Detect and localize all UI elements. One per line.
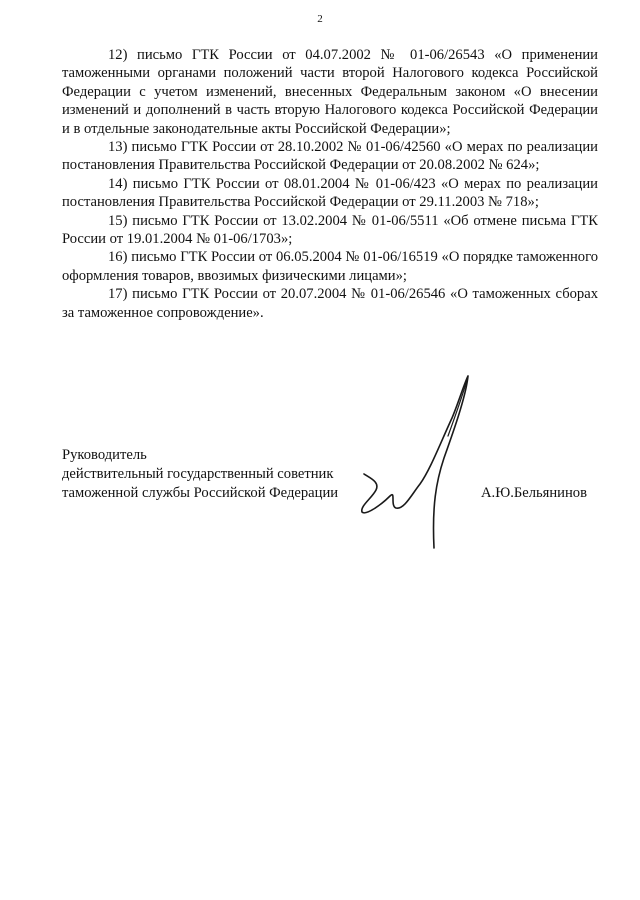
list-item: 17) письмо ГТК России от 20.07.2004 № 01-06/26546 «О таможенных сборах за таможенное сопровождение». <box>62 286 598 321</box>
signatory-rank-line: действительный государственный советник <box>62 466 334 482</box>
signatory-name: А.Ю.Бельянинов <box>481 485 587 501</box>
list-item: 15) письмо ГТК России от 13.02.2004 № 01-06/5511 «Об отмене письма ГТК России от 19.01.2004 № 01-06/1703»; <box>62 212 598 248</box>
signatory-title-line: Руководитель <box>62 447 147 463</box>
list-item: 13) письмо ГТК России от 28.10.2002 № 01-06/42560 «О мерах по реализации постановления Правительства Российской Федерации от 20.08.2002 № 624»; <box>62 139 598 174</box>
list-item: 14) письмо ГТК России от 08.01.2004 № 01-06/423 «О мерах по реализации постановления Правительства Российской Федерации от 29.11.2003 № 718»; <box>62 175 598 211</box>
handwritten-signature <box>340 366 490 556</box>
letters-list <box>62 46 598 322</box>
list-item: 12) письмо ГТК России от 04.07.2002 № 01-06/26543 «О применении таможенными органами положений части второй Налогового кодекса Российской Федерации с учетом изменений, внесенных Федеральным законом «О внесении изменений и дополнений в часть вторую Налогового кодекса Российской Федерации и в отдельные законодательные акты Российской Федерации»; <box>62 47 598 137</box>
signatory-service-line: таможенной службы Российской Федерации <box>62 485 339 501</box>
list-item: 16) письмо ГТК России от 06.05.2004 № 01-06/16519 «О порядке таможенного оформления товаров, ввозимых физическими лицами»; <box>62 249 598 284</box>
page-number: 2 <box>317 13 323 25</box>
